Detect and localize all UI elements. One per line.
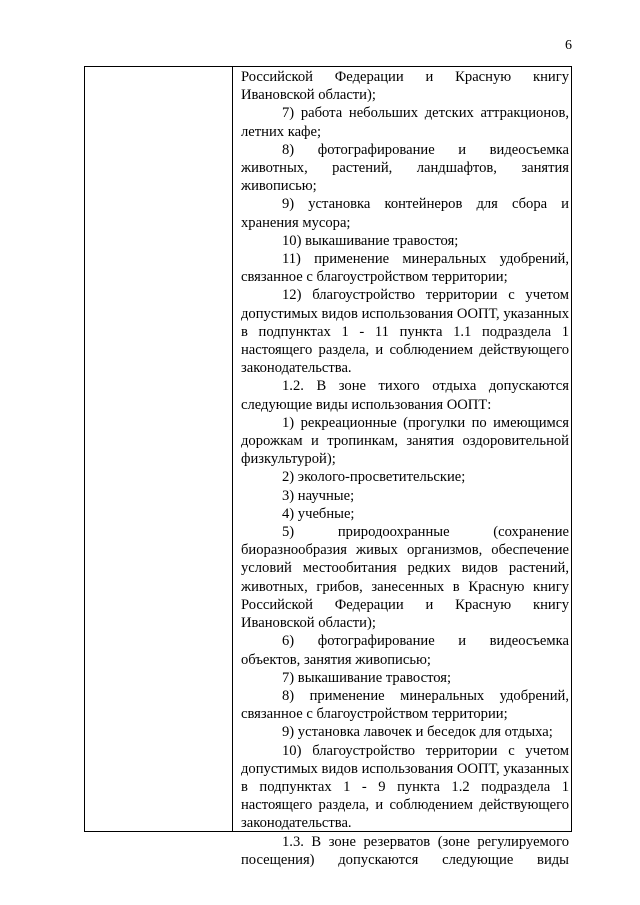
column-divider [232,67,233,831]
paragraph: 9) установка лавочек и беседок для отдыха; [282,724,553,741]
paragraph: 1) рекреационные (прогулки по имеющимся дорожкам и тропинкам, занятия оздоровительной физкультурой); [241,414,569,468]
paragraph: 7) работа небольших детских аттракционов, летних кафе; [241,105,569,140]
paragraph: Российской Федерации и Красную книгу Ивановской области); [241,69,569,104]
paragraph: 2) эколого-просветительские; [282,469,466,486]
paragraph: 5) природоохранные (сохранение биоразнообразия живых организмов, обеспечение условий местообитания редких видов растений, животных, грибов, занесенных в Красную книгу Российской Федерации и Красную книгу Ивановской области); [241,524,569,632]
paragraph: 12) благоустройство территории с учетом допустимых видов использования ООПТ, указанных в подпунктах 1 - 11 пункта 1.1 подраздела 1 настоящего раздела, и соблюдением действующего законодательства. [241,287,569,377]
paragraph: 8) применение минеральных удобрений, связанное с благоустройством территории; [241,687,569,723]
paragraph: 4) учебные; [282,505,355,522]
paragraph: 1.2. В зоне тихого отдыха допускаются следующие виды использования ООПТ: [241,378,569,413]
paragraph: 6) фотографирование и видеосъемка объектов, занятия живописью; [241,633,569,668]
paragraph: 7) выкашивание травостоя; [282,669,452,686]
regulations-text-cell [241,68,569,869]
paragraph: 3) научные; [282,487,355,504]
paragraph: 8) фотографирование и видеосъемка животных, растений, ландшафтов, занятия живописью; [241,141,569,195]
paragraph: 10) благоустройство территории с учетом допустимых видов использования ООПТ, указанных в подпунктах 1 - 9 пункта 1.2 подраздела 1 настоящего раздела, и соблюдением действующего законодательства. [241,742,569,832]
paragraph: 11) применение минеральных удобрений, связанное с благоустройством территории; [241,251,569,286]
document-table [84,66,572,868]
paragraph: 10) выкашивание травостоя; [282,232,459,249]
paragraph: 9) установка контейнеров для сбора и хранения мусора; [241,196,569,231]
page-number: 6 [565,38,572,53]
paragraph: 1.3. В зоне резерватов (зоне регулируемого посещения) допускаются следующие виды [241,833,569,868]
